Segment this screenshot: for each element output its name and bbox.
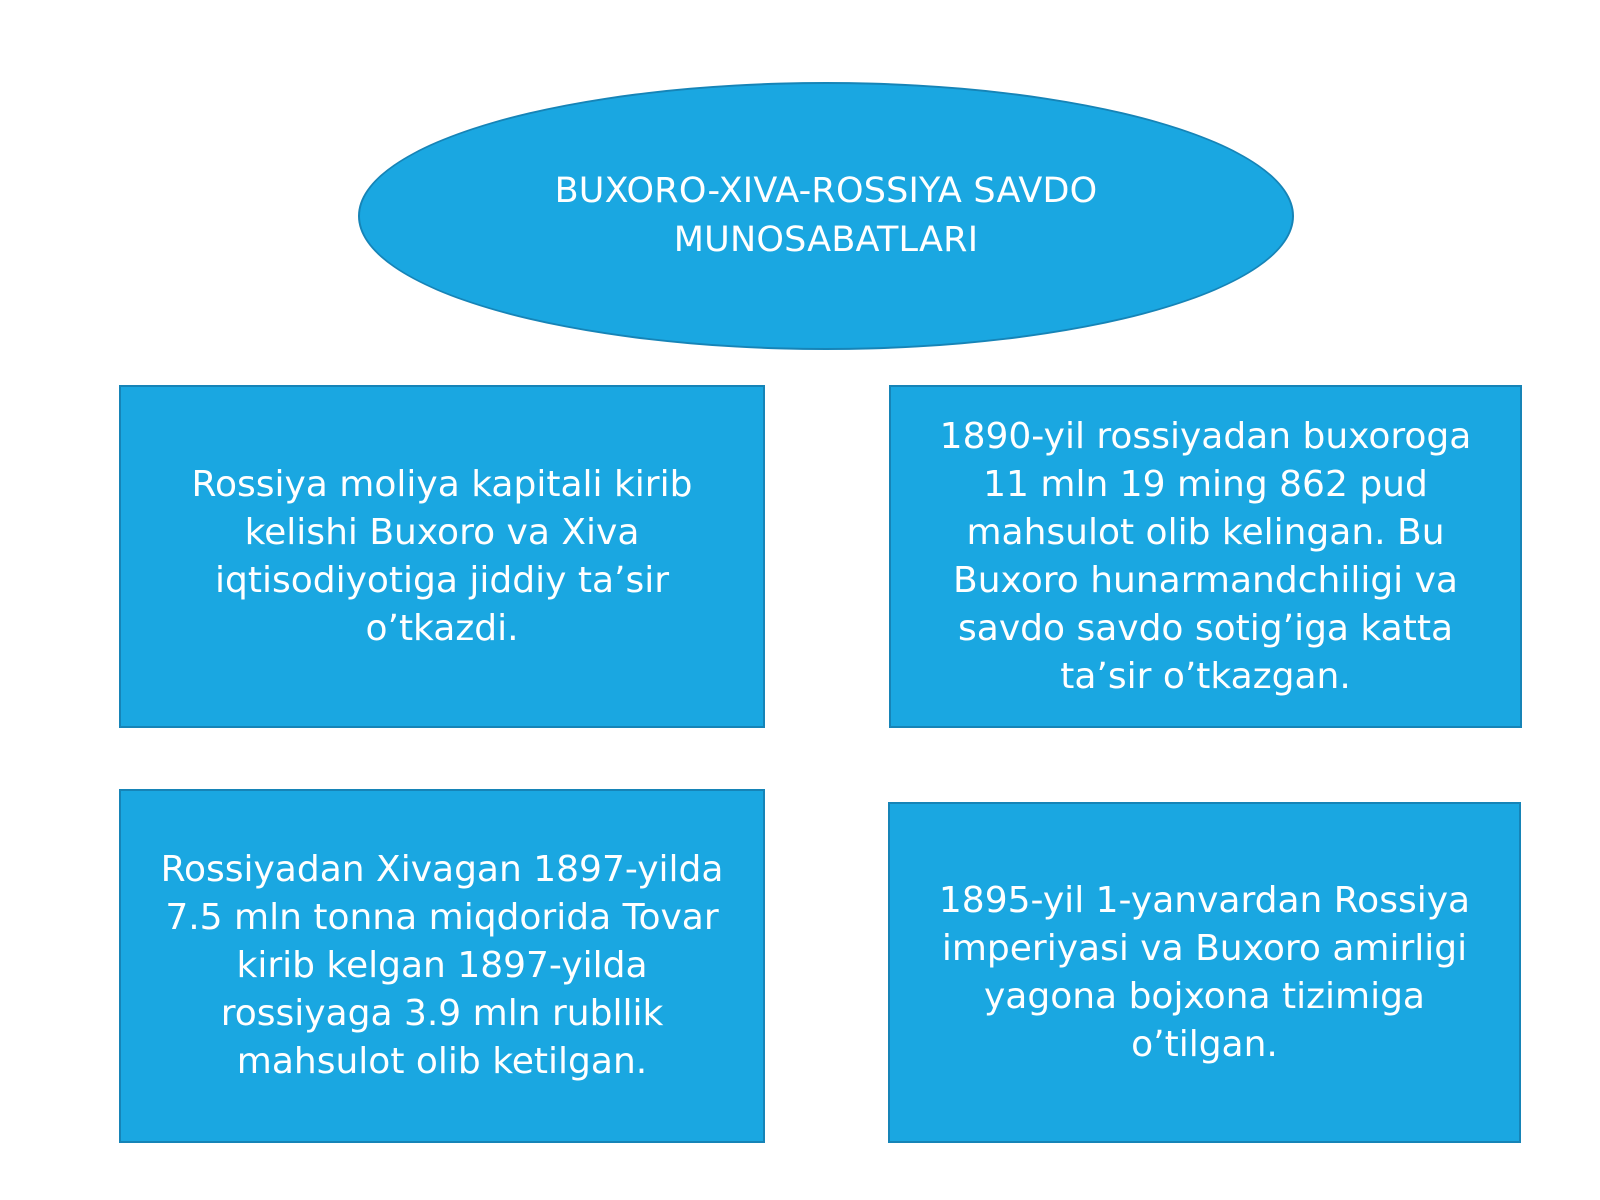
info-box-text: 1890-yil rossiyadan buxoroga 11 mln 19 ming 862 pud mahsulot olib kelingan. Bu Buxoro hunarmandchiligi va savdo savdo sotig’iga katta ta’sir o’tkazgan.	[939, 415, 1472, 697]
diagram-title: BUXORO-XIVA-ROSSIYA SAVDO MUNOSABATLARI	[554, 171, 1098, 260]
info-box-1897-trade	[119, 789, 765, 1143]
info-box-capital	[119, 385, 765, 728]
title-ellipse	[358, 82, 1294, 350]
info-box-text: Rossiyadan Xivagan 1897-yilda 7.5 mln tonna miqdorida Tovar kirib kelgan 1897-yilda rossiyaga 3.9 mln rubllik mahsulot olib ketilgan.	[160, 849, 724, 1082]
info-box-1890-imports	[889, 385, 1522, 728]
info-box-text: Rossiya moliya kapitali kirib kelishi Buxoro va Xiva iqtisodiyotiga jiddiy ta’sir o’tkazdi.	[191, 463, 693, 649]
info-box-text: 1895-yil 1-yanvardan Rossiya imperiyasi va Buxoro amirligi yagona bojxona tizimiga o’tilgan.	[938, 879, 1471, 1065]
info-box-1895-customs	[888, 802, 1521, 1143]
